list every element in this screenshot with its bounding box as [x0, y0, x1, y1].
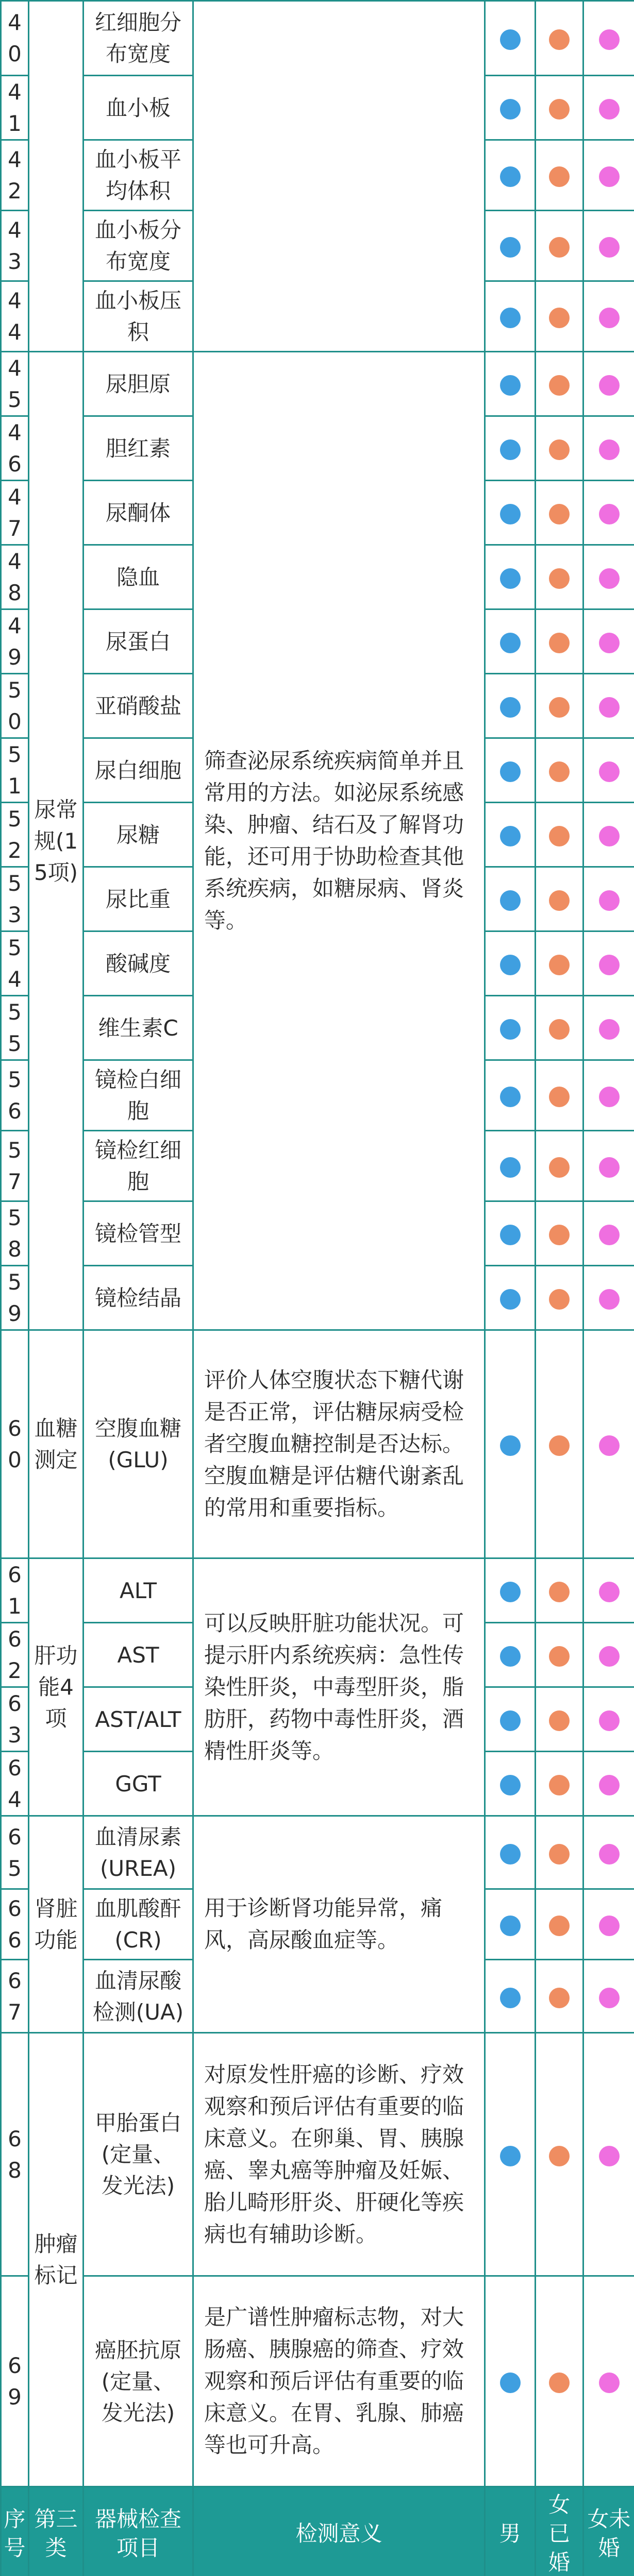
married-female-cell	[536, 140, 583, 211]
table-row	[1, 1558, 634, 1623]
category-urine-routine: 尿常规(15项)	[29, 352, 84, 1330]
unmarried-female-cell	[583, 2033, 634, 2276]
section-header-3	[1, 2487, 634, 2576]
item-name: 维生素C	[84, 996, 193, 1060]
male-cell	[485, 1816, 536, 1889]
header-male: 男	[485, 2487, 536, 2576]
married-female-cell	[536, 76, 583, 140]
married-female-dot-icon	[549, 237, 570, 258]
unmarried-female-cell	[583, 803, 634, 867]
married-female-dot-icon	[549, 1225, 570, 1245]
seq-number: 58	[1, 1201, 29, 1266]
item-name: 血小板压积	[84, 281, 193, 352]
unmarried-female-dot-icon	[599, 890, 620, 911]
married-female-dot-icon	[549, 633, 570, 653]
header-meaning: 检测意义	[193, 2487, 485, 2576]
header-seq: 序号	[1, 2487, 29, 2576]
item-name: ALT	[84, 1558, 193, 1623]
male-cell	[485, 545, 536, 609]
meaning-kidney-function: 用于诊断肾功能异常，痛风，高尿酸血症等。	[193, 1816, 485, 2033]
married-female-cell	[536, 609, 583, 674]
table-row	[1, 2033, 634, 2276]
unmarried-female-dot-icon	[599, 955, 620, 975]
male-dot-icon	[500, 890, 521, 911]
unmarried-female-dot-icon	[599, 504, 620, 524]
male-cell	[485, 931, 536, 996]
married-female-cell	[536, 931, 583, 996]
male-dot-icon	[500, 1225, 521, 1245]
unmarried-female-dot-icon	[599, 375, 620, 396]
married-female-dot-icon	[549, 2372, 570, 2393]
unmarried-female-cell	[583, 1889, 634, 1960]
item-name: 血清尿酸检测(UA)	[84, 1960, 193, 2033]
married-female-cell	[536, 738, 583, 803]
item-name: 亚硝酸盐	[84, 674, 193, 738]
male-dot-icon	[500, 1988, 521, 2008]
meaning-liver-function: 可以反映肝脏功能状况。可提示肝内系统疾病：急性传染性肝炎，中毒型肝炎，脂肪肝，药物中毒性肝炎，酒精性肝炎等。	[193, 1558, 485, 1816]
item-name: 尿蛋白	[84, 609, 193, 674]
male-dot-icon	[500, 29, 521, 50]
married-female-dot-icon	[549, 1844, 570, 1865]
unmarried-female-dot-icon	[599, 568, 620, 589]
seq-number: 52	[1, 803, 29, 867]
male-cell	[485, 481, 536, 545]
unmarried-female-cell	[583, 1330, 634, 1558]
unmarried-female-dot-icon	[599, 29, 620, 50]
male-dot-icon	[500, 237, 521, 258]
unmarried-female-dot-icon	[599, 1225, 620, 1245]
married-female-cell	[536, 211, 583, 281]
male-cell	[485, 1, 536, 76]
married-female-cell	[536, 674, 583, 738]
seq-number: 57	[1, 1131, 29, 1201]
seq-number: 67	[1, 1960, 29, 2033]
seq-number: 51	[1, 738, 29, 803]
item-name: 镜检红细胞	[84, 1131, 193, 1201]
unmarried-female-cell	[583, 2276, 634, 2487]
item-name: 甲胎蛋白(定量、发光法)	[84, 2033, 193, 2276]
header-item: 器械检查项目	[84, 2487, 193, 2576]
married-female-dot-icon	[549, 29, 570, 50]
male-dot-icon	[500, 568, 521, 589]
category-blood-glucose: 血糖测定	[29, 1330, 84, 1558]
unmarried-female-dot-icon	[599, 1710, 620, 1731]
male-cell	[485, 2033, 536, 2276]
unmarried-female-dot-icon	[599, 1582, 620, 1602]
married-female-cell	[536, 1330, 583, 1558]
male-dot-icon	[500, 99, 521, 120]
unmarried-female-cell	[583, 1201, 634, 1266]
male-dot-icon	[500, 761, 521, 782]
category-liver-function: 肝功能4项	[29, 1558, 84, 1816]
unmarried-female-dot-icon	[599, 1844, 620, 1865]
married-female-cell	[536, 416, 583, 481]
unmarried-female-cell	[583, 609, 634, 674]
married-female-cell	[536, 803, 583, 867]
unmarried-female-cell	[583, 481, 634, 545]
item-name: 血小板平均体积	[84, 140, 193, 211]
unmarried-female-cell	[583, 1816, 634, 1889]
item-name: 尿糖	[84, 803, 193, 867]
married-female-dot-icon	[549, 375, 570, 396]
seq-number: 46	[1, 416, 29, 481]
seq-number: 68	[1, 2033, 29, 2276]
unmarried-female-cell	[583, 1960, 634, 2033]
unmarried-female-cell	[583, 416, 634, 481]
seq-number: 63	[1, 1687, 29, 1752]
male-dot-icon	[500, 1087, 521, 1107]
unmarried-female-dot-icon	[599, 697, 620, 718]
meaning-afp: 对原发性肝癌的诊断、疗效观察和预后评估有重要的临床意义。在卵巢、胃、胰腺癌、睾丸癌等肿瘤及妊娠、胎儿畸形肝炎、肝硬化等疾病也有辅助诊断。	[193, 2033, 485, 2276]
male-dot-icon	[500, 826, 521, 846]
male-dot-icon	[500, 1289, 521, 1310]
category-kidney-function: 肾脏功能	[29, 1816, 84, 2033]
unmarried-female-dot-icon	[599, 1988, 620, 2008]
male-cell	[485, 1752, 536, 1816]
item-name: 酸碱度	[84, 931, 193, 996]
category-tumor-markers: 肿瘤标记	[29, 2033, 84, 2487]
unmarried-female-dot-icon	[599, 1087, 620, 1107]
male-dot-icon	[500, 1844, 521, 1865]
married-female-cell	[536, 545, 583, 609]
married-female-dot-icon	[549, 166, 570, 187]
male-cell	[485, 1060, 536, 1131]
unmarried-female-cell	[583, 931, 634, 996]
male-dot-icon	[500, 697, 521, 718]
meaning-cea: 是广谱性肿瘤标志物，对大肠癌、胰腺癌的筛查、疗效观察和预后评估有重要的临床意义。在胃、乳腺、肺癌等也可升高。	[193, 2276, 485, 2487]
unmarried-female-dot-icon	[599, 761, 620, 782]
item-name: 血肌酸酐(CR)	[84, 1889, 193, 1960]
married-female-dot-icon	[549, 1087, 570, 1107]
married-female-dot-icon	[549, 1582, 570, 1602]
male-dot-icon	[500, 633, 521, 653]
married-female-dot-icon	[549, 439, 570, 460]
married-female-dot-icon	[549, 2146, 570, 2166]
seq-number: 50	[1, 674, 29, 738]
married-female-dot-icon	[549, 1157, 570, 1178]
male-cell	[485, 1131, 536, 1201]
item-name: 血小板	[84, 76, 193, 140]
seq-number: 56	[1, 1060, 29, 1131]
married-female-cell	[536, 1, 583, 76]
seq-number: 64	[1, 1752, 29, 1816]
item-name: 空腹血糖(GLU)	[84, 1330, 193, 1558]
married-female-cell	[536, 1623, 583, 1687]
male-cell	[485, 1687, 536, 1752]
male-dot-icon	[500, 1582, 521, 1602]
seq-number: 59	[1, 1266, 29, 1330]
married-female-dot-icon	[549, 955, 570, 975]
male-cell	[485, 738, 536, 803]
unmarried-female-dot-icon	[599, 237, 620, 258]
unmarried-female-dot-icon	[599, 826, 620, 846]
table-body	[1, 1, 634, 2576]
seq-number: 53	[1, 867, 29, 931]
table-row	[1, 352, 634, 416]
male-cell	[485, 281, 536, 352]
married-female-dot-icon	[549, 697, 570, 718]
seq-number: 42	[1, 140, 29, 211]
category-cell-blood-continued	[29, 1, 84, 352]
married-female-cell	[536, 1266, 583, 1330]
unmarried-female-cell	[583, 1131, 634, 1201]
married-female-cell	[536, 996, 583, 1060]
male-cell	[485, 1201, 536, 1266]
married-female-cell	[536, 867, 583, 931]
male-dot-icon	[500, 375, 521, 396]
unmarried-female-cell	[583, 867, 634, 931]
unmarried-female-dot-icon	[599, 633, 620, 653]
married-female-cell	[536, 2033, 583, 2276]
married-female-cell	[536, 1816, 583, 1889]
item-name: 镜检白细胞	[84, 1060, 193, 1131]
item-name: AST	[84, 1623, 193, 1687]
unmarried-female-cell	[583, 1558, 634, 1623]
unmarried-female-dot-icon	[599, 1775, 620, 1795]
married-female-dot-icon	[549, 1988, 570, 2008]
table-row	[1, 1816, 634, 1889]
seq-number: 47	[1, 481, 29, 545]
item-name: 红细胞分布宽度	[84, 1, 193, 76]
married-female-dot-icon	[549, 761, 570, 782]
male-dot-icon	[500, 2146, 521, 2166]
married-female-dot-icon	[549, 1710, 570, 1731]
unmarried-female-dot-icon	[599, 1435, 620, 1456]
unmarried-female-cell	[583, 1, 634, 76]
unmarried-female-cell	[583, 281, 634, 352]
married-female-dot-icon	[549, 1435, 570, 1456]
item-name: 癌胚抗原(定量、发光法)	[84, 2276, 193, 2487]
item-name: 尿胆原	[84, 352, 193, 416]
meaning-blood-glucose: 评价人体空腹状态下糖代谢是否正常，评估糖尿病受检者空腹血糖控制是否达标。空腹血糖是评估糖代谢紊乱的常用和重要指标。	[193, 1330, 485, 1558]
male-dot-icon	[500, 1019, 521, 1040]
married-female-dot-icon	[549, 890, 570, 911]
table-row	[1, 1, 634, 76]
unmarried-female-cell	[583, 140, 634, 211]
header-married: 女已婚	[536, 2487, 583, 2576]
male-cell	[485, 1889, 536, 1960]
male-dot-icon	[500, 1646, 521, 1667]
unmarried-female-cell	[583, 1752, 634, 1816]
header-unmarried: 女未婚	[583, 2487, 634, 2576]
male-cell	[485, 211, 536, 281]
unmarried-female-dot-icon	[599, 1289, 620, 1310]
married-female-dot-icon	[549, 1019, 570, 1040]
unmarried-female-cell	[583, 1623, 634, 1687]
unmarried-female-cell	[583, 352, 634, 416]
item-name: 镜检结晶	[84, 1266, 193, 1330]
married-female-dot-icon	[549, 1775, 570, 1795]
header-category: 第三类	[29, 2487, 84, 2576]
item-name: 隐血	[84, 545, 193, 609]
unmarried-female-cell	[583, 738, 634, 803]
married-female-dot-icon	[549, 504, 570, 524]
unmarried-female-dot-icon	[599, 166, 620, 187]
seq-number: 62	[1, 1623, 29, 1687]
male-cell	[485, 140, 536, 211]
item-name: 血清尿素(UREA)	[84, 1816, 193, 1889]
unmarried-female-cell	[583, 545, 634, 609]
seq-number: 41	[1, 76, 29, 140]
seq-number: 48	[1, 545, 29, 609]
married-female-cell	[536, 2276, 583, 2487]
male-dot-icon	[500, 1435, 521, 1456]
male-cell	[485, 867, 536, 931]
male-dot-icon	[500, 2372, 521, 2393]
meaning-cell-blood-continued	[193, 1, 485, 352]
married-female-cell	[536, 281, 583, 352]
unmarried-female-cell	[583, 76, 634, 140]
item-name: 尿白细胞	[84, 738, 193, 803]
male-dot-icon	[500, 1775, 521, 1795]
male-cell	[485, 416, 536, 481]
male-cell	[485, 609, 536, 674]
male-dot-icon	[500, 1710, 521, 1731]
male-cell	[485, 1330, 536, 1558]
unmarried-female-dot-icon	[599, 439, 620, 460]
unmarried-female-cell	[583, 1266, 634, 1330]
seq-number: 65	[1, 1816, 29, 1889]
male-dot-icon	[500, 504, 521, 524]
male-dot-icon	[500, 955, 521, 975]
item-name: 尿酮体	[84, 481, 193, 545]
item-name: 尿比重	[84, 867, 193, 931]
married-female-dot-icon	[549, 826, 570, 846]
seq-number: 61	[1, 1558, 29, 1623]
male-cell	[485, 803, 536, 867]
married-female-dot-icon	[549, 1916, 570, 1936]
male-cell	[485, 352, 536, 416]
male-dot-icon	[500, 166, 521, 187]
male-cell	[485, 1960, 536, 2033]
unmarried-female-dot-icon	[599, 1646, 620, 1667]
unmarried-female-cell	[583, 1060, 634, 1131]
married-female-cell	[536, 1131, 583, 1201]
item-name: GGT	[84, 1752, 193, 1816]
meaning-urine-routine: 筛查泌尿系统疾病简单并且常用的方法。如泌尿系统感染、肿瘤、结石及了解肾功能，还可用于协助检查其他系统疾病，如糖尿病、肾炎等。	[193, 352, 485, 1330]
male-cell	[485, 2276, 536, 2487]
seq-number: 60	[1, 1330, 29, 1558]
married-female-cell	[536, 1558, 583, 1623]
table-row	[1, 2276, 634, 2487]
seq-number: 55	[1, 996, 29, 1060]
married-female-dot-icon	[549, 99, 570, 120]
item-name: 胆红素	[84, 416, 193, 481]
male-dot-icon	[500, 1916, 521, 1936]
table-row	[1, 1330, 634, 1558]
male-cell	[485, 1558, 536, 1623]
seq-number: 45	[1, 352, 29, 416]
unmarried-female-cell	[583, 996, 634, 1060]
item-name: 镜检管型	[84, 1201, 193, 1266]
male-cell	[485, 76, 536, 140]
unmarried-female-dot-icon	[599, 1916, 620, 1936]
married-female-dot-icon	[549, 568, 570, 589]
male-dot-icon	[500, 439, 521, 460]
unmarried-female-cell	[583, 1687, 634, 1752]
unmarried-female-dot-icon	[599, 2372, 620, 2393]
married-female-cell	[536, 481, 583, 545]
seq-number: 44	[1, 281, 29, 352]
seq-number: 43	[1, 211, 29, 281]
unmarried-female-dot-icon	[599, 1019, 620, 1040]
married-female-cell	[536, 1687, 583, 1752]
seq-number: 54	[1, 931, 29, 996]
married-female-cell	[536, 1752, 583, 1816]
male-dot-icon	[500, 308, 521, 328]
seq-number: 69	[1, 2276, 29, 2487]
seq-number: 40	[1, 1, 29, 76]
married-female-dot-icon	[549, 1646, 570, 1667]
married-female-cell	[536, 1060, 583, 1131]
married-female-dot-icon	[549, 1289, 570, 1310]
unmarried-female-dot-icon	[599, 1157, 620, 1178]
male-cell	[485, 996, 536, 1060]
unmarried-female-dot-icon	[599, 99, 620, 120]
item-name: 血小板分布宽度	[84, 211, 193, 281]
married-female-dot-icon	[549, 308, 570, 328]
married-female-cell	[536, 1960, 583, 2033]
unmarried-female-dot-icon	[599, 2146, 620, 2166]
male-cell	[485, 1266, 536, 1330]
unmarried-female-dot-icon	[599, 308, 620, 328]
married-female-cell	[536, 352, 583, 416]
seq-number: 66	[1, 1889, 29, 1960]
male-cell	[485, 674, 536, 738]
married-female-cell	[536, 1889, 583, 1960]
item-name: AST/ALT	[84, 1687, 193, 1752]
married-female-cell	[536, 1201, 583, 1266]
male-dot-icon	[500, 1157, 521, 1178]
male-cell	[485, 1623, 536, 1687]
unmarried-female-cell	[583, 674, 634, 738]
unmarried-female-cell	[583, 211, 634, 281]
seq-number: 49	[1, 609, 29, 674]
